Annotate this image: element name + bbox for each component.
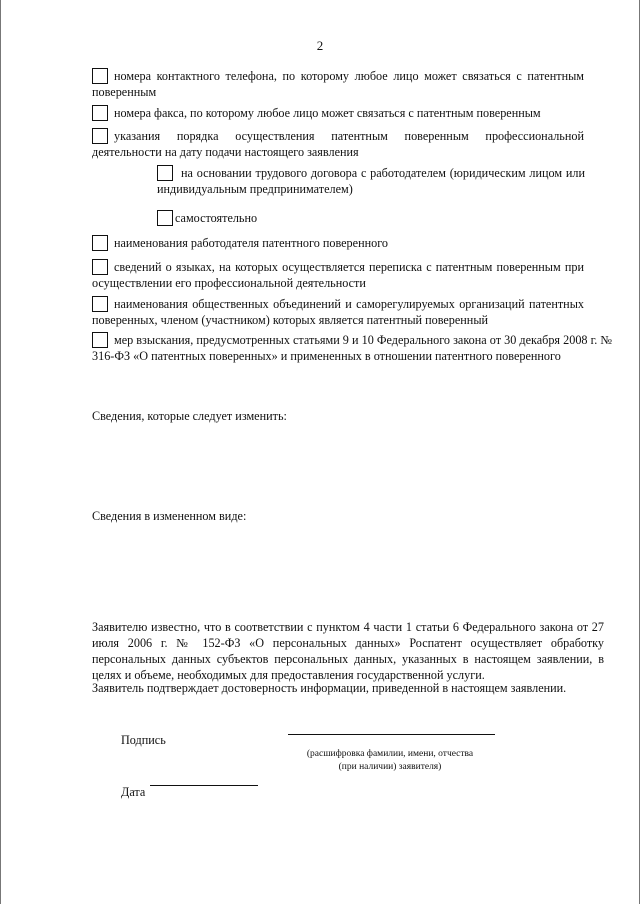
date-label: Дата bbox=[121, 785, 146, 799]
option-languages bbox=[92, 259, 584, 291]
option-penalties bbox=[92, 332, 612, 364]
option-associations bbox=[92, 296, 584, 328]
checkbox-employment-contract[interactable] bbox=[157, 165, 173, 181]
checkbox-languages[interactable] bbox=[92, 259, 108, 275]
option-fax bbox=[92, 105, 584, 121]
signature-label: Подпись bbox=[121, 733, 166, 747]
option-employment-contract bbox=[157, 165, 585, 197]
option-label: наименования работодателя патентного поверенного bbox=[114, 236, 388, 250]
date-line[interactable] bbox=[150, 785, 258, 786]
section-changed-label: Сведения в измененном виде: bbox=[92, 509, 247, 523]
checkbox-contact-phone[interactable] bbox=[92, 68, 108, 84]
option-label: сведений о языках, на которых осуществляется переписка с патентным поверенным при осуществлении его профессиональной деятельности bbox=[92, 260, 584, 290]
consent-paragraph: Заявителю известно, что в соответствии с пунктом 4 части 1 статьи 6 Федерального закона от 27 июля 2006 г. № 152-ФЗ «О персональных данных» Роспатент осуществляет обработку персональных данных субъектов персональных данных, указанных в настоящем заявлении, в целях и объеме, необходимых для предоставления государственной услуги. bbox=[92, 620, 604, 682]
checkbox-activity-procedure[interactable] bbox=[92, 128, 108, 144]
option-contact-phone bbox=[92, 68, 584, 100]
signature-caption-line1: (расшифровка фамилии, имени, отчества bbox=[306, 749, 474, 759]
option-label: номера контактного телефона, по которому любое лицо может связаться с патентным поверенным bbox=[92, 69, 584, 99]
option-label: мер взыскания, предусмотренных статьями 9 и 10 Федерального закона от 30 декабря 2008 г. № 316-ФЗ «О патентных поверенных» и примененных в отношении патентного поверенного bbox=[92, 333, 612, 363]
confirmation-paragraph: Заявитель подтверждает достоверность информации, приведенной в настоящем заявлении. bbox=[92, 681, 567, 695]
option-employer-name bbox=[92, 235, 584, 251]
option-label: номера факса, по которому любое лицо может связаться с патентным поверенным bbox=[114, 106, 541, 120]
page-number: 2 bbox=[316, 38, 324, 53]
checkbox-penalties[interactable] bbox=[92, 332, 108, 348]
option-self-employed bbox=[157, 210, 585, 226]
checkbox-self-employed[interactable] bbox=[157, 210, 173, 226]
option-label: наименования общественных объединений и саморегулируемых организаций патентных поверенных, членом (участником) которых является патентный поверенный bbox=[92, 297, 584, 327]
option-label: на основании трудового договора с работодателем (юридическим лицом или индивидуальным предпринимателем) bbox=[157, 166, 585, 196]
option-activity-procedure bbox=[92, 128, 584, 160]
section-change-label: Сведения, которые следует изменить: bbox=[92, 409, 287, 423]
checkbox-employer-name[interactable] bbox=[92, 235, 108, 251]
signature-line[interactable] bbox=[288, 734, 495, 735]
left-page-edge bbox=[0, 0, 1, 904]
option-label: самостоятельно bbox=[175, 211, 258, 225]
checkbox-fax[interactable] bbox=[92, 105, 108, 121]
option-label: указания порядка осуществления патентным поверенным профессиональной деятельности на дату подачи настоящего заявления bbox=[92, 129, 584, 159]
signature-caption-line2: (при наличии) заявителя) bbox=[338, 762, 442, 772]
checkbox-associations[interactable] bbox=[92, 296, 108, 312]
